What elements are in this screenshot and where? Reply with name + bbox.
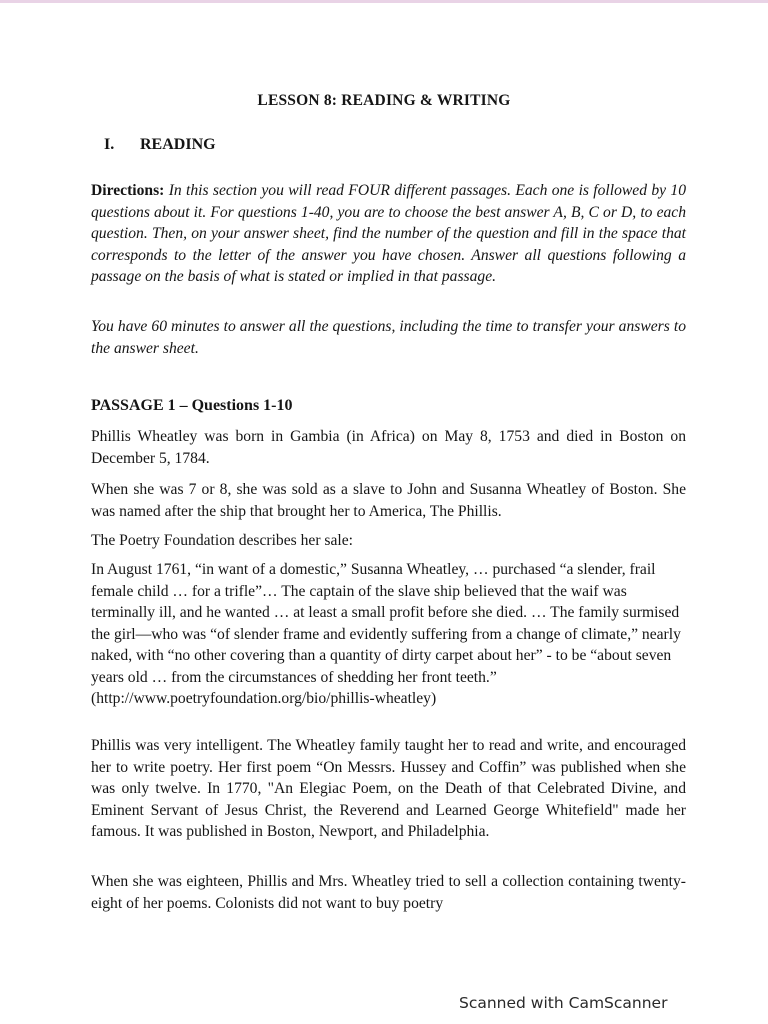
- timing-note: You have 60 minutes to answer all the questions, including the time to transfer your answers to the answer sheet.: [91, 318, 686, 357]
- passage-heading: PASSAGE 1 – Questions 1-10: [91, 397, 293, 414]
- directions-paragraph: [91, 180, 686, 288]
- passage-paragraph-3: The Poetry Foundation describes her sale:: [91, 532, 353, 549]
- scanner-watermark: Scanned with CamScanner: [459, 994, 668, 1012]
- lesson-title: LESSON 8: READING & WRITING: [257, 92, 511, 109]
- section-number: I.: [104, 136, 115, 153]
- passage-paragraph-5: Phillis was very intelligent. The Wheatley family taught her to read and write, and encouraged her to write poetry. Her first poem “On Messrs. Hussey and Coffin” was published when she was only twelve. In 1770, "An Elegiac Poem, on the Death of that Celebrated Divine, and Eminent Servant of Jesus Christ, the Reverend and Learned George Whitefield" made her famous. It was published in Boston, Newport, and Philadelphia.: [91, 737, 686, 840]
- passage-quote: In August 1761, “in want of a domestic,” Susanna Wheatley, … purchased “a slender, frail female child … for a trifle”… The captain of the slave ship believed that the waif was terminally ill, and he wanted … at least a small profit before she died. … The family surmised the girl—who was “of slender frame and evidently suffering from a change of climate,” nearly naked, with “no other covering than a quantity of dirty carpet about her” - to be “about seven years old … from the circumstances of shedding her front teeth.” (http://www.poetryfoundation.org/bio/phillis-wheatley): [91, 561, 681, 707]
- passage-paragraph-6: [91, 871, 686, 914]
- directions-label: Directions:: [91, 182, 165, 199]
- passage-paragraph-2: When she was 7 or 8, she was sold as a slave to John and Susanna Wheatley of Boston. She was named after the ship that brought her to America, The Phillis.: [91, 481, 686, 520]
- section-heading: [104, 136, 216, 154]
- passage-paragraph-1: Phillis Wheatley was born in Gambia (in Africa) on May 8, 1753 and died in Boston on December 5, 1784.: [91, 428, 686, 467]
- passage-paragraph-6-text: When she was eighteen, Phillis and Mrs. Wheatley tried to sell a collection containing twenty-eight of her poems. Colonists did not want to buy poetry: [91, 873, 686, 912]
- directions-text: In this section you will read FOUR different passages. Each one is followed by 10 questions about it. For questions 1-40, you are to choose the best answer A, B, C or D, to each question. Then, on your answer sheet, find the number of the question and fill in the space that corresponds to the letter of the answer you have chosen. Answer all questions following a passage on the basis of what is stated or implied in that passage.: [91, 182, 686, 285]
- section-title: READING: [140, 136, 216, 153]
